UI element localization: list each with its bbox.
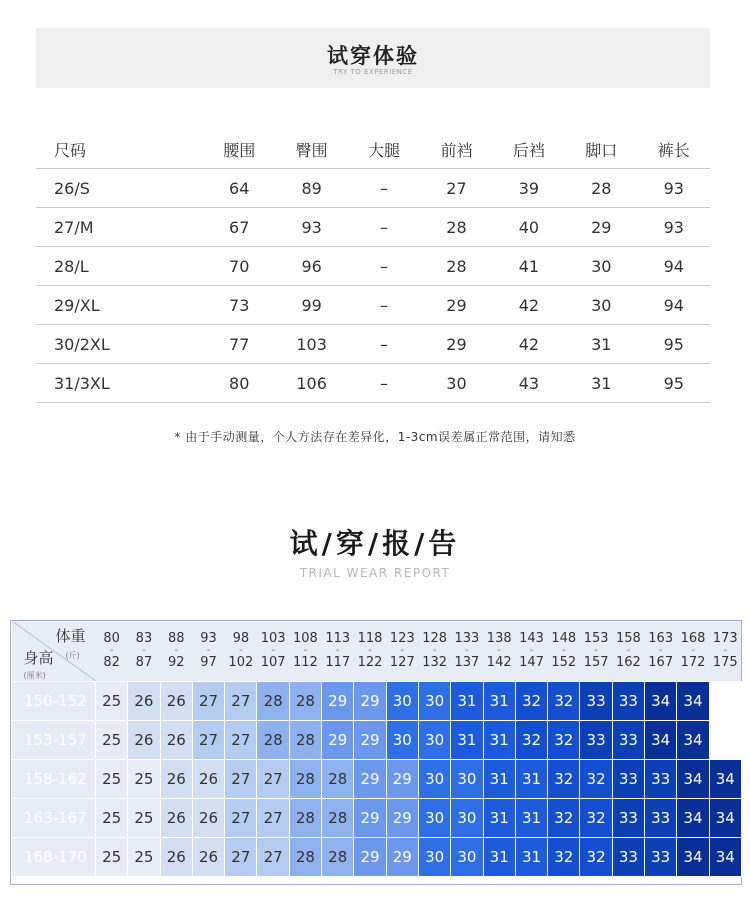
header-back-rise: 后裆: [493, 130, 565, 169]
size-cell: 27: [225, 682, 257, 721]
range-dash: -: [109, 645, 114, 656]
weight-header-row: [12, 621, 742, 682]
size-value: –: [348, 325, 420, 364]
size-cell: 28: [322, 838, 354, 877]
size-cell: 29: [322, 721, 354, 760]
size-cell: 34: [709, 838, 741, 877]
table-row: [36, 325, 710, 364]
weight-from: 88: [167, 631, 185, 646]
size-cell: 28: [257, 721, 289, 760]
weight-range: [709, 621, 741, 682]
size-cell: 29: [386, 838, 418, 877]
size-cell: 30: [451, 799, 483, 838]
range-dash: -: [206, 645, 211, 656]
size-cell: 30: [386, 682, 418, 721]
size-table-header: [36, 130, 710, 169]
size-cell: 28: [322, 760, 354, 799]
size-cell: 25: [128, 838, 160, 877]
weight-to: 102: [228, 655, 254, 670]
size-cell: 32: [580, 760, 612, 799]
weight-range: [160, 621, 192, 682]
size-cell: 28: [289, 760, 321, 799]
size-cell: 34: [677, 682, 709, 721]
trial-report-grid: [10, 620, 742, 885]
size-cell: 28: [322, 799, 354, 838]
size-cell: 33: [580, 682, 612, 721]
range-dash: -: [465, 645, 469, 656]
size-cell: 30: [418, 721, 450, 760]
size-value: 31: [565, 364, 637, 403]
size-value: 27: [420, 169, 492, 208]
size-value: 80: [203, 364, 275, 403]
weight-from: 93: [200, 631, 217, 646]
weight-from: 108: [293, 631, 318, 646]
weight-range: [451, 621, 483, 682]
size-cell: 31: [515, 838, 547, 877]
weight-range: [612, 621, 644, 682]
weight-from: 103: [260, 631, 286, 646]
weight-range: [515, 621, 547, 682]
header-waist: 腰围: [203, 130, 275, 169]
weight-range: [322, 621, 354, 682]
weight-from: 153: [583, 631, 609, 646]
size-value: 70: [203, 247, 275, 286]
size-cell: 27: [225, 799, 257, 838]
weight-range: [386, 621, 418, 682]
weight-from: 168: [680, 631, 706, 646]
weight-from: 80: [103, 631, 120, 646]
size-label: 27/M: [36, 208, 203, 247]
weight-from: 163: [648, 631, 674, 646]
weight-from: 173: [712, 631, 738, 646]
size-value: 103: [275, 325, 347, 364]
size-cell: 32: [580, 799, 612, 838]
size-cell: 32: [548, 721, 580, 760]
range-dash: -: [497, 645, 502, 656]
size-value: 42: [493, 325, 565, 364]
weight-from: 158: [615, 631, 641, 646]
size-cell: 27: [257, 760, 289, 799]
size-value: 89: [275, 169, 347, 208]
size-cell: 34: [645, 721, 677, 760]
size-cell: 31: [483, 721, 515, 760]
weight-to: 112: [293, 655, 318, 670]
weight-to: 97: [200, 655, 217, 670]
size-value: 31: [565, 325, 637, 364]
weight-range: [192, 621, 224, 682]
header-banner: [36, 28, 710, 88]
size-value: 93: [275, 208, 347, 247]
size-cell: 33: [612, 838, 644, 877]
size-value: 30: [565, 286, 637, 325]
empty-cell: [709, 721, 741, 760]
range-dash: -: [562, 645, 566, 656]
size-value: 95: [638, 325, 710, 364]
size-value: 94: [638, 286, 710, 325]
size-cell: 30: [451, 838, 483, 877]
size-cell: 29: [354, 721, 386, 760]
table-row: [12, 838, 742, 877]
size-cell: 25: [128, 799, 160, 838]
size-cell: 29: [354, 838, 386, 877]
size-value: 29: [420, 325, 492, 364]
size-cell: 30: [418, 760, 450, 799]
size-value: 42: [493, 286, 565, 325]
size-cell: 32: [548, 838, 580, 877]
size-value: 96: [275, 247, 347, 286]
size-cell: 34: [709, 799, 741, 838]
size-value: 73: [203, 286, 275, 325]
size-cell: 33: [612, 799, 644, 838]
weight-to: 147: [519, 655, 544, 670]
weight-from: 138: [486, 631, 512, 646]
size-cell: 33: [645, 799, 677, 838]
size-cell: 26: [192, 838, 224, 877]
weight-range: [645, 621, 677, 682]
size-cell: 30: [451, 760, 483, 799]
size-value: 41: [493, 247, 565, 286]
weight-range: [580, 621, 612, 682]
size-value: 28: [565, 169, 637, 208]
size-cell: 27: [192, 682, 224, 721]
report-table: [11, 621, 742, 877]
weight-range: [225, 621, 257, 682]
size-value: 43: [493, 364, 565, 403]
weight-to: 175: [712, 655, 738, 670]
size-value: 64: [203, 169, 275, 208]
weight-range: [289, 621, 321, 682]
size-cell: 30: [386, 721, 418, 760]
header-thigh: 大腿: [348, 130, 420, 169]
size-cell: 32: [515, 682, 547, 721]
size-value: 106: [275, 364, 347, 403]
weight-to: 142: [486, 655, 512, 670]
weight-to: 87: [135, 655, 153, 670]
weight-range: [677, 621, 709, 682]
size-label: 26/S: [36, 169, 203, 208]
size-cell: 25: [96, 721, 128, 760]
range-dash: -: [594, 645, 598, 656]
size-cell: 28: [289, 682, 321, 721]
size-cell: 31: [483, 799, 515, 838]
range-dash: -: [432, 645, 437, 656]
size-cell: 34: [677, 760, 709, 799]
range-dash: -: [303, 645, 308, 656]
size-cell: 26: [160, 838, 192, 877]
weight-range: [257, 621, 289, 682]
size-cell: 34: [677, 799, 709, 838]
size-value: 95: [638, 364, 710, 403]
size-cell: 30: [418, 838, 450, 877]
weight-to: 127: [389, 655, 415, 670]
size-cell: 25: [96, 799, 128, 838]
height-range: 163-167: [12, 799, 96, 838]
range-dash: -: [368, 645, 372, 656]
size-cell: 28: [289, 838, 321, 877]
banner-subtitle: TRY TO EXPERIENCE: [333, 68, 413, 76]
table-row: [12, 799, 742, 838]
size-cell: 29: [354, 760, 386, 799]
range-dash: -: [691, 645, 695, 656]
weight-to: 137: [454, 655, 480, 670]
weight-range: [354, 621, 386, 682]
range-dash: -: [400, 645, 405, 656]
size-cell: 25: [128, 760, 160, 799]
size-cell: 26: [160, 799, 192, 838]
size-cell: 31: [451, 721, 483, 760]
size-cell: 26: [160, 760, 192, 799]
weight-from: 143: [519, 631, 544, 646]
table-row: [36, 208, 710, 247]
table-row: [12, 721, 742, 760]
height-unit: (厘米): [23, 671, 46, 680]
size-label: 30/2XL: [36, 325, 203, 364]
weight-range: [418, 621, 450, 682]
range-dash: -: [335, 645, 340, 656]
size-cell: 29: [354, 799, 386, 838]
weight-label: 体重: [55, 627, 86, 645]
size-value: –: [348, 208, 420, 247]
size-cell: 28: [289, 799, 321, 838]
banner-title: 试穿体验: [327, 44, 419, 68]
weight-from: 98: [232, 631, 250, 646]
range-dash: -: [239, 645, 243, 656]
height-label: 身高: [23, 649, 54, 667]
weight-to: 132: [422, 655, 448, 670]
range-dash: -: [271, 645, 275, 656]
size-cell: 34: [645, 682, 677, 721]
size-cell: 33: [612, 682, 644, 721]
size-cell: 27: [257, 838, 289, 877]
table-row: [12, 760, 742, 799]
table-row: [36, 169, 710, 208]
weight-to: 157: [583, 655, 609, 670]
weight-from: 113: [325, 631, 351, 646]
size-cell: 33: [645, 760, 677, 799]
size-cell: 32: [548, 682, 580, 721]
weight-unit: (斤): [65, 651, 80, 660]
height-range: 150-152: [12, 682, 96, 721]
size-value: 29: [420, 286, 492, 325]
size-cell: 28: [289, 721, 321, 760]
size-cell: 31: [483, 760, 515, 799]
header-size: 尺码: [36, 130, 203, 169]
size-cell: 32: [548, 799, 580, 838]
weight-to: 167: [648, 655, 674, 670]
range-dash: -: [626, 645, 631, 656]
size-cell: 32: [548, 760, 580, 799]
range-dash: -: [174, 645, 179, 656]
weight-to: 162: [615, 655, 641, 670]
size-cell: 31: [515, 799, 547, 838]
weight-to: 107: [260, 655, 286, 670]
size-cell: 27: [225, 838, 257, 877]
size-value: 28: [420, 208, 492, 247]
size-value: 94: [638, 247, 710, 286]
size-cell: 32: [515, 721, 547, 760]
size-cell: 33: [612, 721, 644, 760]
size-value: 99: [275, 286, 347, 325]
size-cell: 31: [483, 682, 515, 721]
size-cell: 29: [386, 799, 418, 838]
size-value: –: [348, 169, 420, 208]
size-cell: 26: [128, 682, 160, 721]
size-value: –: [348, 247, 420, 286]
table-row: [36, 247, 710, 286]
weight-from: 148: [551, 631, 577, 646]
header-length: 裤长: [638, 130, 710, 169]
size-label: 29/XL: [36, 286, 203, 325]
size-cell: 30: [418, 682, 450, 721]
range-dash: -: [142, 645, 146, 656]
table-row: [12, 682, 742, 721]
corner-cell: [12, 621, 96, 682]
size-cell: 33: [580, 721, 612, 760]
size-cell: 27: [192, 721, 224, 760]
size-cell: 26: [160, 721, 192, 760]
weight-from: 128: [422, 631, 448, 646]
weight-range: [96, 621, 128, 682]
size-value: 28: [420, 247, 492, 286]
size-cell: 25: [96, 682, 128, 721]
size-cell: 34: [677, 838, 709, 877]
size-label: 31/3XL: [36, 364, 203, 403]
height-range: 158-162: [12, 760, 96, 799]
empty-cell: [709, 682, 741, 721]
weight-to: 152: [551, 655, 577, 670]
height-range: 168-170: [12, 838, 96, 877]
size-value: 39: [493, 169, 565, 208]
size-cell: 30: [418, 799, 450, 838]
size-cell: 33: [612, 760, 644, 799]
size-cell: 25: [96, 760, 128, 799]
header-front-rise: 前裆: [420, 130, 492, 169]
weight-range: [483, 621, 515, 682]
size-cell: 32: [580, 838, 612, 877]
report-subtitle: TRIAL WEAR REPORT: [299, 566, 451, 580]
weight-range: [128, 621, 160, 682]
size-value: 30: [565, 247, 637, 286]
weight-from: 83: [135, 631, 153, 646]
weight-to: 172: [680, 655, 706, 670]
size-value: 67: [203, 208, 275, 247]
size-cell: 27: [257, 799, 289, 838]
range-dash: -: [658, 645, 663, 656]
weight-range: [548, 621, 580, 682]
report-title: 试/穿/报/告: [289, 527, 461, 560]
size-value: 40: [493, 208, 565, 247]
height-range: 153-157: [12, 721, 96, 760]
size-value: –: [348, 286, 420, 325]
weight-to: 117: [325, 655, 351, 670]
range-dash: -: [723, 645, 728, 656]
size-value: 30: [420, 364, 492, 403]
size-value: 93: [638, 169, 710, 208]
size-cell: 34: [709, 760, 741, 799]
size-table: [36, 130, 710, 403]
size-cell: 26: [160, 682, 192, 721]
measurement-note: * 由于手动测量，个人方法存在差异化，1-3cm误差属正常范围，请知悉: [174, 430, 576, 444]
size-cell: 29: [322, 682, 354, 721]
weight-to: 122: [357, 655, 383, 670]
size-cell: 26: [192, 799, 224, 838]
weight-to: 92: [167, 655, 185, 670]
weight-from: 118: [357, 631, 383, 646]
weight-from: 123: [389, 631, 415, 646]
size-value: 93: [638, 208, 710, 247]
size-cell: 31: [483, 838, 515, 877]
size-cell: 33: [645, 838, 677, 877]
table-row: [36, 286, 710, 325]
size-cell: 26: [128, 721, 160, 760]
size-cell: 25: [96, 838, 128, 877]
weight-to: 82: [103, 655, 120, 670]
size-cell: 26: [192, 760, 224, 799]
table-row: [36, 364, 710, 403]
size-cell: 29: [386, 760, 418, 799]
header-leg-opening: 脚口: [565, 130, 637, 169]
size-cell: 29: [354, 682, 386, 721]
header-hip: 臀围: [275, 130, 347, 169]
size-value: 77: [203, 325, 275, 364]
size-cell: 34: [677, 721, 709, 760]
range-dash: -: [529, 645, 534, 656]
size-cell: 31: [451, 682, 483, 721]
size-cell: 31: [515, 760, 547, 799]
size-cell: 27: [225, 760, 257, 799]
size-value: –: [348, 364, 420, 403]
weight-from: 133: [454, 631, 480, 646]
size-cell: 27: [225, 721, 257, 760]
size-label: 28/L: [36, 247, 203, 286]
size-cell: 28: [257, 682, 289, 721]
size-value: 29: [565, 208, 637, 247]
